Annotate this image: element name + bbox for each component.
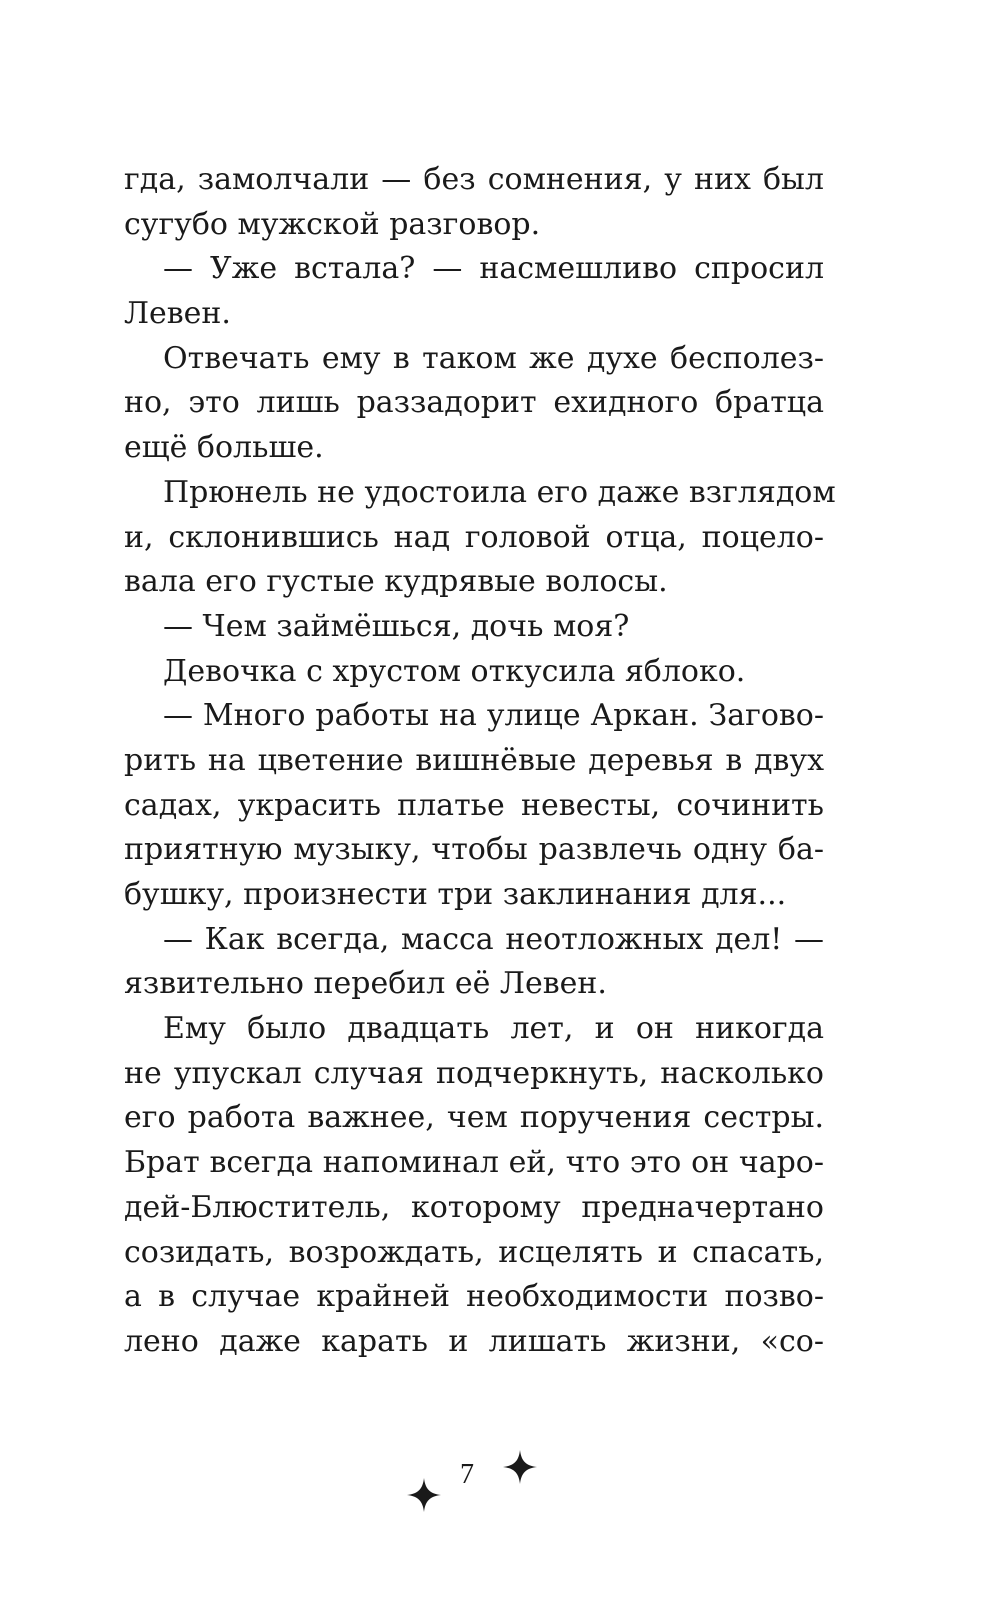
text-line: Левен.	[124, 296, 231, 332]
four-point-star-icon	[503, 1450, 537, 1484]
text-line: бушку, произнести три заклинания для...	[124, 877, 787, 912]
page-number: 7	[460, 1459, 474, 1490]
text-line: — Чем займёшься, дочь моя?	[163, 608, 630, 644]
text-line: — Как всегда, масса неотложных дел! —	[163, 921, 824, 957]
text-line: приятную музыку, чтобы развлечь одну ба-	[124, 832, 824, 868]
text-line: гда, замолчали — без сомнения, у них был	[124, 162, 824, 197]
text-line: — Много работы на улице Аркан. Загово-	[163, 698, 824, 734]
text-line: но, это лишь раззадорит ехидного братца	[124, 385, 824, 421]
text-line: Девочка с хрустом откусила яблоко.	[163, 653, 746, 689]
text-line: сугубо мужской разговор.	[124, 206, 541, 242]
text-line: Брат всегда напоминал ей, что это он чаро-	[124, 1145, 824, 1181]
text-line: лено даже карать и лишать жизни, «со-	[124, 1323, 824, 1359]
text-line: дей-Блюститель, которому предначертано	[124, 1189, 824, 1225]
text-line: рить на цветение вишнёвые деревья в двух	[124, 742, 824, 778]
text-line: язвительно перебил её Левен.	[124, 966, 607, 1002]
text-line: садах, украсить платье невесты, сочинить	[124, 787, 824, 823]
text-line: Отвечать ему в таком же духе бесполез-	[163, 340, 824, 376]
text-line: — Уже встала? — насмешливо спросил	[163, 251, 824, 287]
text-line: ещё больше.	[124, 430, 324, 466]
text-line: и, склонившись над головой отца, поцело-	[124, 519, 824, 555]
text-line: Прюнель не удостоила его даже взглядом	[163, 474, 836, 510]
body-text	[124, 158, 836, 1365]
page-footer	[0, 1445, 1000, 1515]
text-line: вала его густые кудрявые волосы.	[124, 564, 668, 600]
text-line: не упускал случая подчеркнуть, насколько	[124, 1055, 824, 1091]
text-line: Ему было двадцать лет, и он никогда	[163, 1011, 824, 1047]
four-point-star-icon	[407, 1478, 441, 1512]
text-line: а в случае крайней необходимости позво-	[124, 1279, 824, 1315]
text-line: созидать, возрождать, исцелять и спасать,	[124, 1234, 824, 1270]
text-line: его работа важнее, чем поручения сестры.	[124, 1100, 824, 1136]
